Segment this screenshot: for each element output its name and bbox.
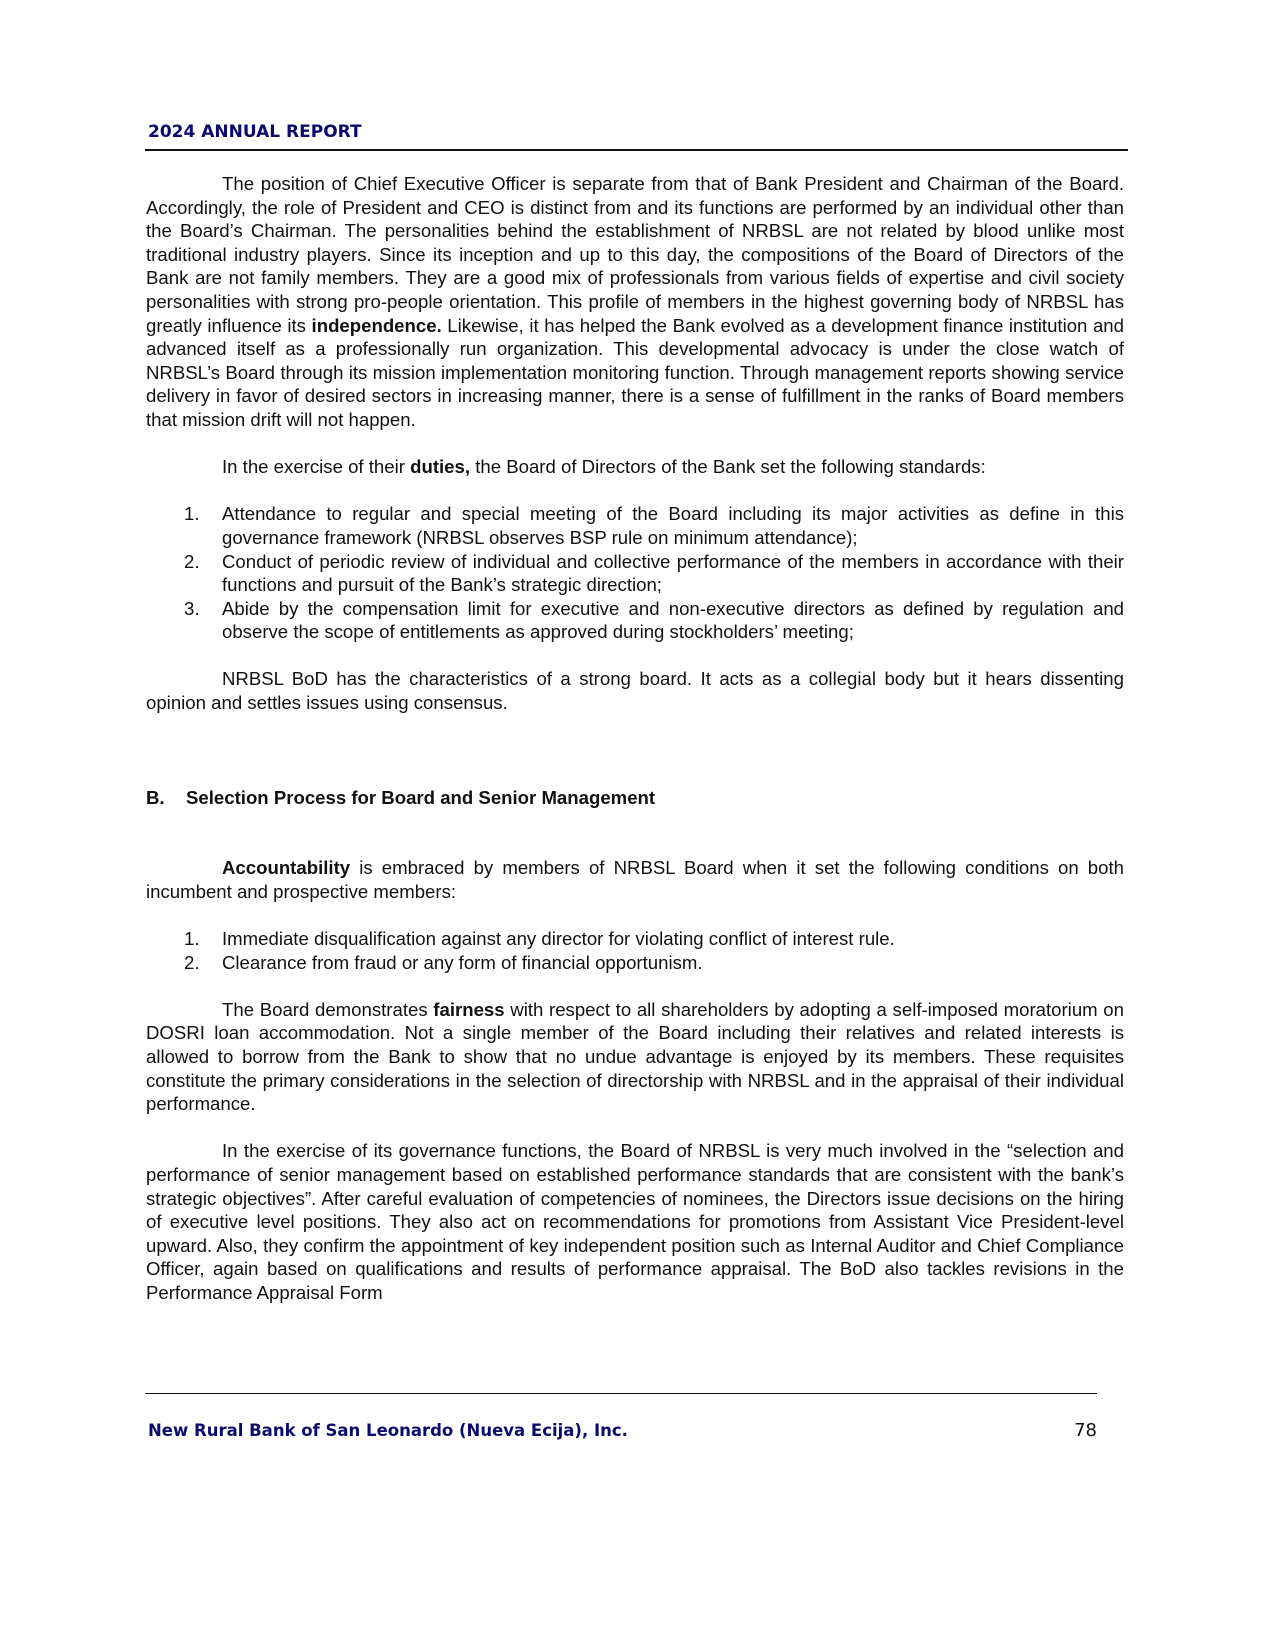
list-number: 2. — [184, 550, 200, 572]
emphasis-accountability: Accountability — [222, 857, 351, 879]
list-item — [146, 951, 1124, 975]
list-number: 3. — [184, 597, 200, 619]
paragraph-fairness — [146, 998, 1124, 1116]
list-number: 1. — [184, 503, 200, 525]
paragraph-strong-board: NRBSL BoD has the characteristics of a strong board. It acts as a collegial body but it hears dissenting opinion and settles issues using consensus. — [146, 668, 1124, 714]
footer-rule — [145, 1393, 1097, 1394]
text-run: is embraced by members of NRBSL Board when it set the following conditions on both incumbent and prospective members: — [146, 857, 1124, 902]
text-run: In the exercise of their — [222, 456, 411, 478]
paragraph-governance-functions: In the exercise of its governance functions, the Board of NRBSL is very much involved in the “selection and performance of senior management based on established performance standards that are consistent with the bank’s strategic objectives”. After careful evaluation of competencies of nominees, the Directors issue decisions on the hiring of executive level positions. They also act on recommendations for promotions from Assistant Vice President-level upward. Also, they confirm the appointment of key independent position such as Internal Auditor and Chief Compliance Officer, again based on qualifications and results of performance appraisal. The BoD also tackles revisions in the Performance Appraisal Form — [146, 1140, 1124, 1303]
page-number: 78 — [1074, 1420, 1097, 1441]
section-heading-b — [146, 786, 1124, 810]
list-text: Clearance from fraud or any form of financial opportunism. — [222, 951, 703, 973]
paragraph-duties-intro — [146, 455, 1124, 479]
header-rule — [145, 149, 1128, 151]
list-number: 2. — [184, 951, 200, 973]
emphasis-duties: duties, — [410, 456, 471, 478]
list-item — [146, 597, 1124, 644]
text-run: the Board of Directors of the Bank set the following standards: — [470, 456, 986, 478]
section-title: Selection Process for Board and Senior Management — [186, 786, 656, 808]
standards-list — [146, 502, 1124, 644]
list-text: Conduct of periodic review of individual and collective performance of the members in accordance with their functions and pursuit of the Bank’s strategic direction; — [222, 550, 1124, 596]
report-header-title: 2024 ANNUAL REPORT — [148, 122, 362, 142]
text-run: with respect to all shareholders by adopting a self-imposed moratorium on DOSRI loan accommodation. Not a single member of the Board including their relatives and related interests is allowed to borrow from the Bank to show that no undue advantage is enjoyed by its members. These requisites constitute the primary considerations in the selection of directorship with NRBSL and in the appraisal of their individual performance. — [146, 998, 1124, 1115]
conditions-list — [146, 927, 1124, 974]
page-body — [146, 172, 1124, 1305]
list-item — [146, 927, 1124, 951]
text-run: The position of Chief Executive Officer is separate from that of Bank President and Chairman of the Board. Accordingly, the role of President and CEO is distinct from and its functions are performed by an individual other than the Board’s Chairman. The personalities behind the establishment of NRBSL are not related by blood unlike most traditional industry players. Since its inception and up to this day, the compositions of the Board of Directors of the Bank are not family members. They are a good mix of professionals from various fields of expertise and civil society personalities with strong pro-people orientation. This profile of members in the highest governing body of NRBSL has greatly influence its — [146, 173, 1124, 336]
emphasis-fairness: fairness — [433, 998, 505, 1020]
list-text: Abide by the compensation limit for executive and non-executive directors as defined by regulation and observe the scope of entitlements as approved during stockholders’ meeting; — [222, 597, 1124, 643]
text-run: Likewise, it has helped the Bank evolved as a development finance institution and advanced itself as a professionally run organization. This developmental advocacy is under the close watch of NRBSL’s Board through its mission implementation monitoring function. Through management reports showing service delivery in favor of desired sectors in increasing manner, there is a sense of fulfillment in the ranks of Board members that mission drift will not happen. — [146, 314, 1124, 430]
emphasis-independence: independence. — [311, 314, 442, 336]
list-item — [146, 502, 1124, 549]
list-item — [146, 550, 1124, 597]
paragraph-ceo-separation — [146, 172, 1124, 432]
text-run: The Board demonstrates — [222, 998, 434, 1020]
section-letter: B. — [146, 786, 165, 808]
list-text: Immediate disqualification against any director for violating conflict of interest rule. — [222, 928, 895, 950]
paragraph-accountability — [146, 856, 1124, 903]
list-text: Attendance to regular and special meeting of the Board including its major activities as define in this governance framework (NRBSL observes BSP rule on minimum attendance); — [222, 503, 1124, 548]
footer-organization: New Rural Bank of San Leonardo (Nueva Ecija), Inc. — [148, 1421, 628, 1440]
list-number: 1. — [184, 928, 200, 950]
